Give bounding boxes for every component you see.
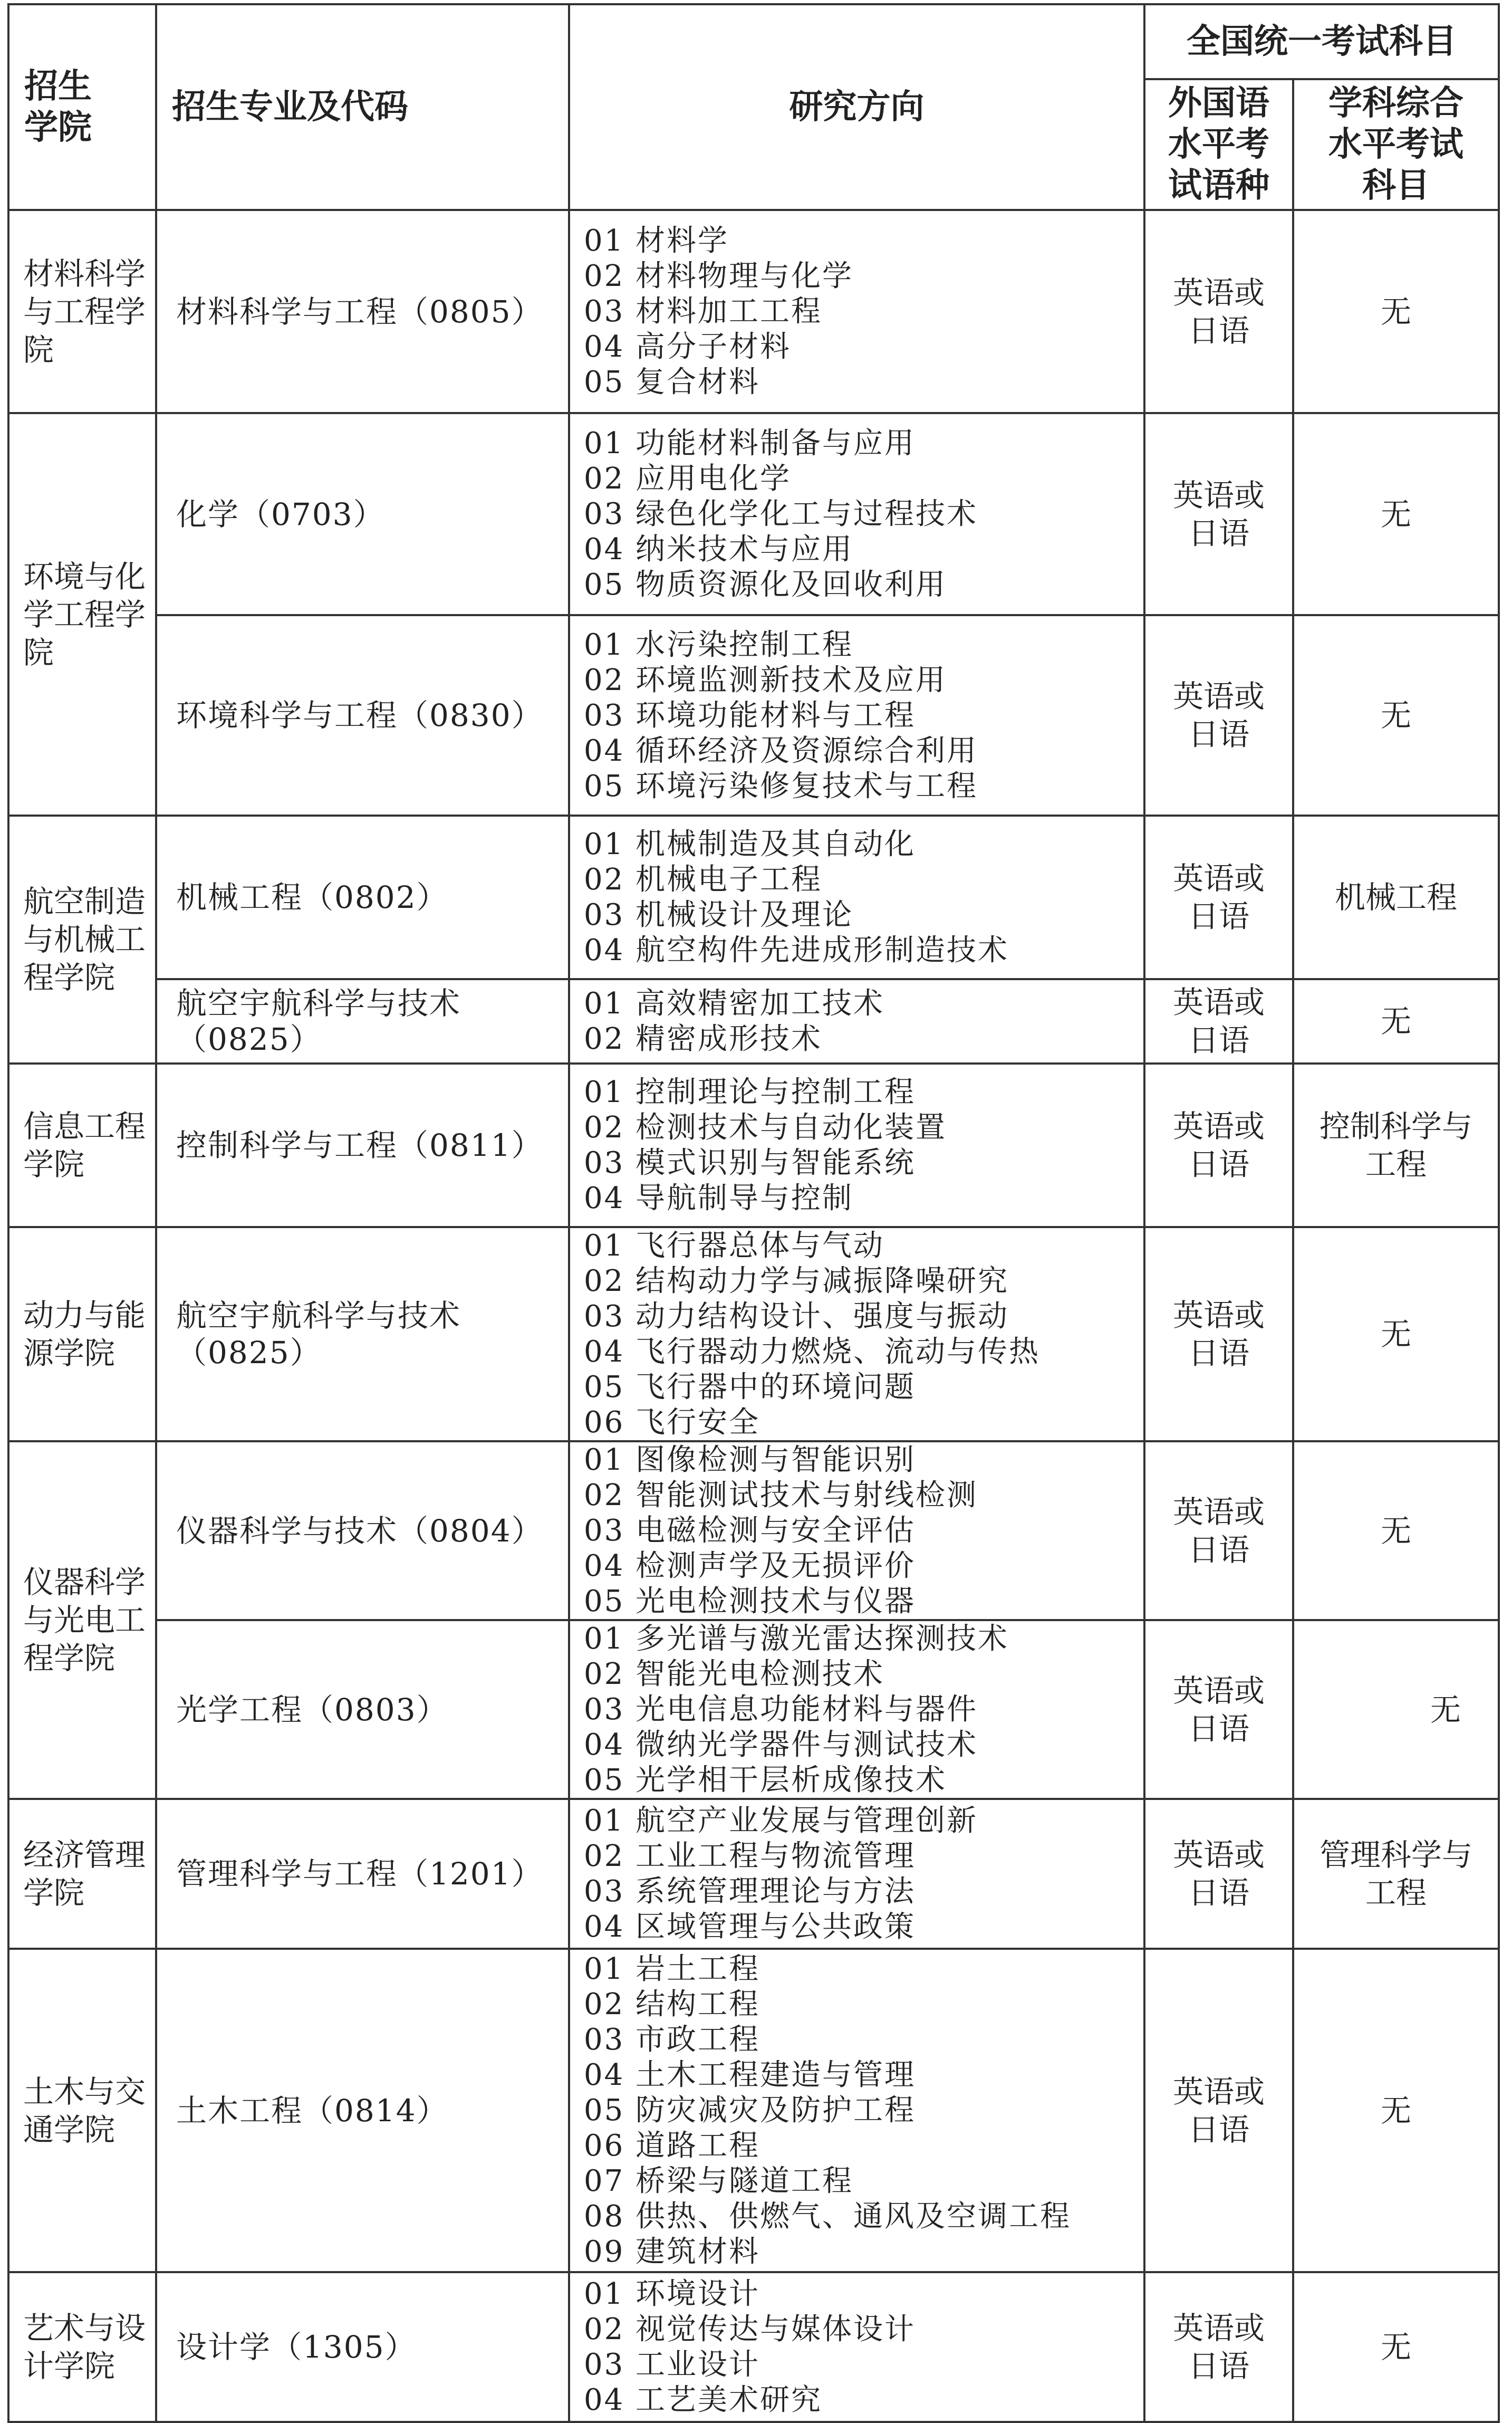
direction-item: 01 材料学 [584, 224, 729, 258]
direction-item: 02 工业工程与物流管理 [584, 1839, 916, 1873]
direction-item: 02 机械电子工程 [584, 863, 823, 897]
direction-item: 05 飞行器中的环境问题 [584, 1370, 916, 1404]
header-direction: 研究方向 [569, 4, 1144, 210]
direction-item: 04 区域管理与公共政策 [584, 1910, 916, 1944]
major-cell: 航空宇航科学与技术（0825） [156, 979, 569, 1064]
direction-item: 03 光电信息功能材料与器件 [584, 1692, 978, 1727]
subject-cell: 机械工程 [1293, 816, 1499, 979]
direction-item: 02 结构动力学与减振降噪研究 [584, 1264, 1009, 1298]
table-row [8, 1949, 1499, 2272]
direction-item: 04 航空构件先进成形制造技术 [584, 933, 1009, 968]
language-cell: 英语或日语 [1144, 816, 1293, 979]
table-row [8, 615, 1499, 816]
direction-item: 08 供热、供燃气、通风及空调工程 [584, 2199, 1072, 2234]
direction-cell [569, 1064, 1144, 1227]
table-row [8, 1620, 1499, 1799]
direction-item: 02 应用电化学 [584, 462, 792, 496]
direction-item: 02 检测技术与自动化装置 [584, 1110, 947, 1145]
college-cell: 航空制造与机械工程学院 [8, 816, 156, 1064]
language-cell: 英语或日语 [1144, 210, 1293, 413]
language-cell: 英语或日语 [1144, 615, 1293, 816]
direction-item: 03 动力结构设计、强度与振动 [584, 1299, 1009, 1334]
direction-item: 02 精密成形技术 [584, 1022, 823, 1056]
major-cell: 机械工程（0802） [156, 816, 569, 979]
language-cell: 英语或日语 [1144, 1227, 1293, 1441]
direction-item: 03 机械设计及理论 [584, 898, 854, 932]
direction-item: 01 飞行器总体与气动 [584, 1229, 885, 1263]
language-cell: 英语或日语 [1144, 1064, 1293, 1227]
college-cell: 土木与交通学院 [8, 1949, 156, 2272]
direction-item: 04 工艺美术研究 [584, 2383, 823, 2417]
direction-item: 03 电磁检测与安全评估 [584, 1514, 916, 1548]
subject-cell: 无 [1293, 1227, 1499, 1441]
direction-cell [569, 816, 1144, 979]
direction-item: 05 光电检测技术与仪器 [584, 1584, 916, 1618]
college-cell: 环境与化学工程学院 [8, 413, 156, 816]
direction-item: 01 岩土工程 [584, 1952, 760, 1986]
direction-item: 02 智能光电检测技术 [584, 1657, 885, 1691]
subject-cell: 无 [1293, 210, 1499, 413]
major-cell: 土木工程（0814） [156, 1949, 569, 2272]
direction-cell [569, 2272, 1144, 2422]
direction-item: 04 高分子材料 [584, 330, 792, 364]
direction-item: 06 飞行安全 [584, 1405, 760, 1440]
direction-item: 02 智能测试技术与射线检测 [584, 1478, 978, 1512]
subject-cell: 无 [1293, 979, 1499, 1064]
direction-cell [569, 210, 1144, 413]
header-language: 外国语水平考试语种 [1144, 79, 1293, 210]
table-row [8, 1064, 1499, 1227]
direction-item: 07 桥梁与隧道工程 [584, 2164, 854, 2198]
header-exam-group: 全国统一考试科目 [1144, 4, 1499, 79]
table-row [8, 979, 1499, 1064]
direction-item: 01 环境设计 [584, 2277, 760, 2311]
direction-item: 04 导航制导与控制 [584, 1181, 854, 1215]
college-cell: 材料科学与工程学院 [8, 210, 156, 413]
direction-cell [569, 1799, 1144, 1949]
direction-item: 01 控制理论与控制工程 [584, 1075, 916, 1109]
direction-cell [569, 1441, 1144, 1620]
direction-item: 03 工业设计 [584, 2348, 760, 2382]
table-row [8, 413, 1499, 615]
subject-cell: 无 [1293, 1949, 1499, 2272]
subject-cell: 无 [1293, 1441, 1499, 1620]
direction-item: 05 物质资源化及回收利用 [584, 568, 947, 602]
subject-cell: 控制科学与工程 [1293, 1064, 1499, 1227]
direction-item: 01 图像检测与智能识别 [584, 1443, 916, 1477]
direction-item: 02 环境监测新技术及应用 [584, 663, 947, 697]
college-cell: 仪器科学与光电工程学院 [8, 1441, 156, 1799]
major-cell: 控制科学与工程（0811） [156, 1064, 569, 1227]
direction-item: 03 材料加工工程 [584, 294, 823, 329]
direction-cell [569, 1949, 1144, 2272]
direction-cell [569, 1620, 1144, 1799]
direction-item: 02 视觉传达与媒体设计 [584, 2312, 916, 2347]
language-cell: 英语或日语 [1144, 1799, 1293, 1949]
direction-item: 04 纳米技术与应用 [584, 532, 854, 567]
direction-item: 04 微纳光学器件与测试技术 [584, 1728, 978, 1762]
language-cell: 英语或日语 [1144, 979, 1293, 1064]
college-cell: 信息工程学院 [8, 1064, 156, 1227]
direction-item: 04 土木工程建造与管理 [584, 2058, 916, 2092]
direction-item: 03 模式识别与智能系统 [584, 1146, 916, 1180]
direction-item: 01 功能材料制备与应用 [584, 426, 916, 461]
direction-cell [569, 615, 1144, 816]
direction-item: 06 道路工程 [584, 2129, 760, 2163]
header-college: 招生学院 [8, 4, 156, 210]
table-row [8, 210, 1499, 413]
subject-cell: 无 [1293, 413, 1499, 615]
subject-cell: 无 [1293, 1620, 1499, 1799]
direction-item: 05 复合材料 [584, 365, 760, 399]
header-major: 招生专业及代码 [156, 4, 569, 210]
direction-item: 01 水污染控制工程 [584, 627, 854, 662]
subject-cell: 无 [1293, 615, 1499, 816]
direction-item: 03 绿色化学化工与过程技术 [584, 497, 978, 531]
direction-item: 03 系统管理理论与方法 [584, 1874, 916, 1909]
language-cell: 英语或日语 [1144, 1949, 1293, 2272]
direction-item: 03 环境功能材料与工程 [584, 698, 916, 733]
direction-item: 01 高效精密加工技术 [584, 987, 885, 1021]
header-comprehensive: 学科综合水平考试科目 [1293, 79, 1499, 210]
college-cell: 艺术与设计学院 [8, 2272, 156, 2422]
direction-item: 01 航空产业发展与管理创新 [584, 1804, 978, 1838]
college-cell: 经济管理学院 [8, 1799, 156, 1949]
language-cell: 英语或日语 [1144, 1441, 1293, 1620]
direction-item: 04 循环经济及资源综合利用 [584, 733, 978, 768]
direction-item: 01 机械制造及其自动化 [584, 827, 916, 861]
direction-item: 05 环境污染修复技术与工程 [584, 769, 978, 803]
subject-cell: 管理科学与工程 [1293, 1799, 1499, 1949]
direction-cell [569, 413, 1144, 615]
college-cell: 动力与能源学院 [8, 1227, 156, 1441]
direction-item: 05 光学相干层析成像技术 [584, 1763, 947, 1797]
direction-item: 09 建筑材料 [584, 2235, 760, 2269]
major-cell: 材料科学与工程（0805） [156, 210, 569, 413]
direction-item: 05 防灾减灾及防护工程 [584, 2093, 916, 2128]
direction-item: 02 材料物理与化学 [584, 259, 854, 293]
language-cell: 英语或日语 [1144, 1620, 1293, 1799]
table-row [8, 1799, 1499, 1949]
major-cell: 环境科学与工程（0830） [156, 615, 569, 816]
subject-cell: 无 [1293, 2272, 1499, 2422]
table-row [8, 1441, 1499, 1620]
major-cell: 航空宇航科学与技术（0825） [156, 1227, 569, 1441]
table-row [8, 816, 1499, 979]
enrollment-table [7, 3, 1500, 2423]
major-cell: 化学（0703） [156, 413, 569, 615]
major-cell: 设计学（1305） [156, 2272, 569, 2422]
direction-item: 02 结构工程 [584, 1987, 760, 2022]
language-cell: 英语或日语 [1144, 413, 1293, 615]
direction-cell [569, 979, 1144, 1064]
direction-item: 04 飞行器动力燃烧、流动与传热 [584, 1335, 1041, 1369]
table-row [8, 2272, 1499, 2422]
major-cell: 仪器科学与技术（0804） [156, 1441, 569, 1620]
direction-item: 03 市政工程 [584, 2023, 760, 2057]
language-cell: 英语或日语 [1144, 2272, 1293, 2422]
direction-item: 04 检测声学及无损评价 [584, 1549, 916, 1583]
direction-item: 01 多光谱与激光雷达探测技术 [584, 1622, 1009, 1656]
major-cell: 光学工程（0803） [156, 1620, 569, 1799]
direction-cell [569, 1227, 1144, 1441]
table-row [8, 1227, 1499, 1441]
major-cell: 管理科学与工程（1201） [156, 1799, 569, 1949]
